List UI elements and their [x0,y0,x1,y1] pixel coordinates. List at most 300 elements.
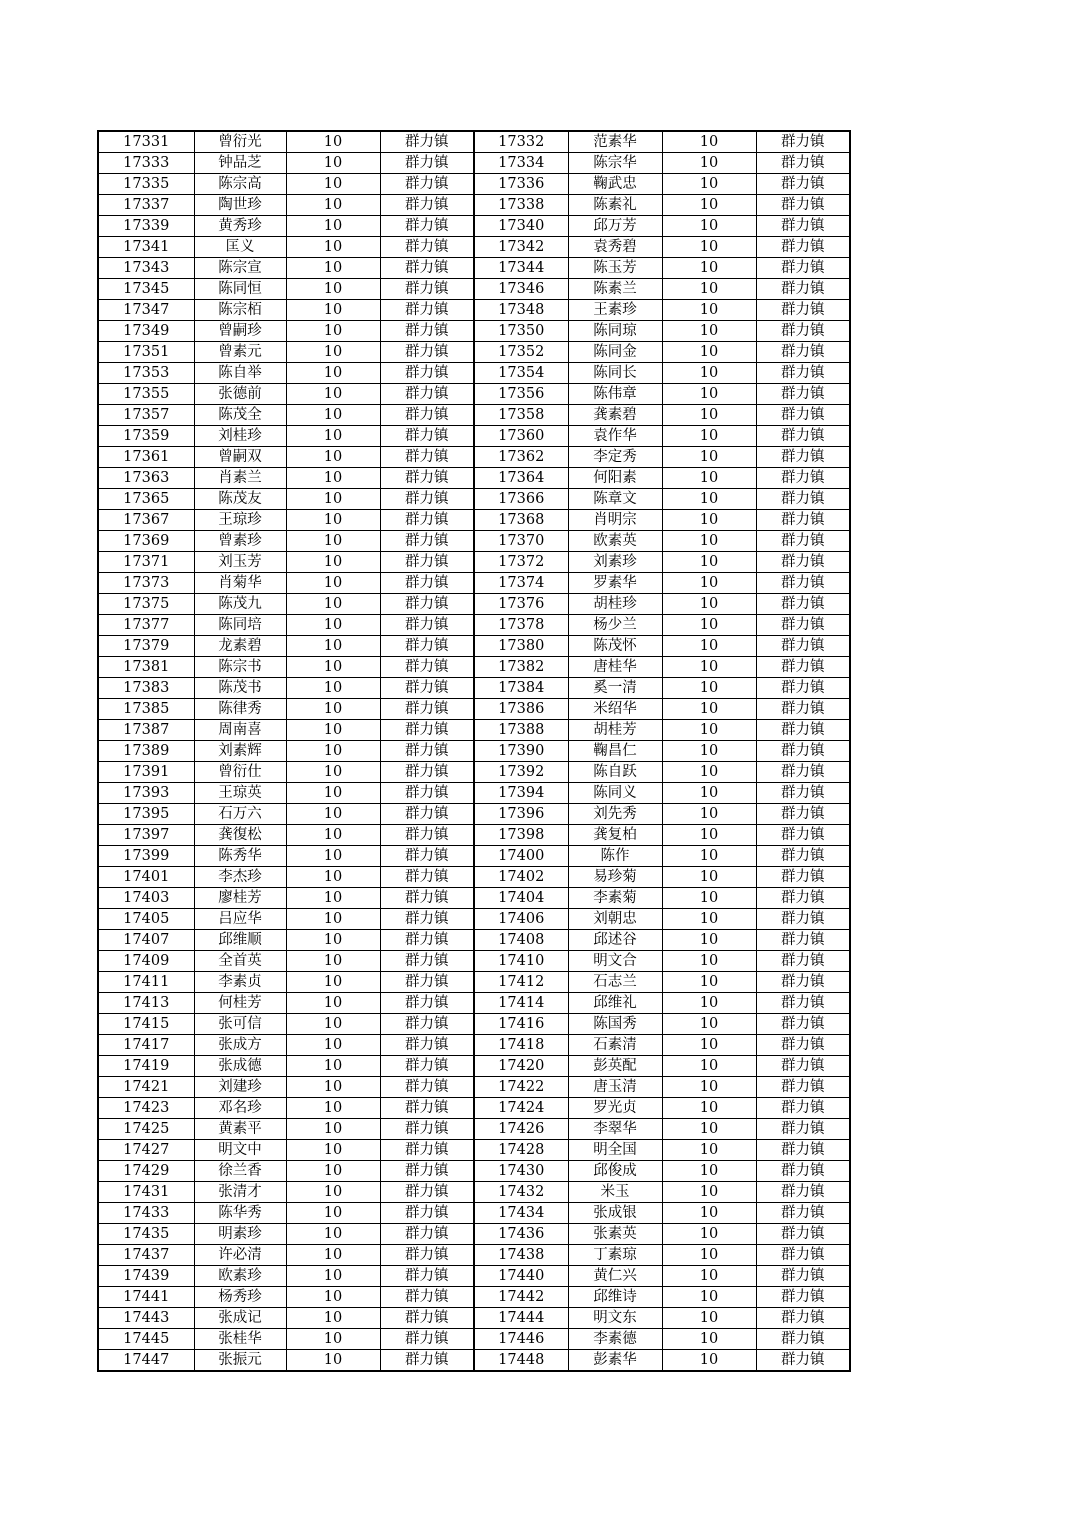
left-record-id-cell: 17373 [98,573,194,594]
left-record-name-cell: 李素贞 [194,972,286,993]
left-record-id-cell: 17407 [98,930,194,951]
left-record-town-cell: 群力镇 [380,153,474,174]
right-record-name-cell: 胡桂芳 [568,720,662,741]
right-record-amount-cell: 10 [662,1245,756,1266]
right-record-id-cell: 17370 [474,531,568,552]
table-row [98,216,850,237]
left-record-name-cell: 龚復松 [194,825,286,846]
right-record-id-cell: 17416 [474,1014,568,1035]
right-record-name-cell: 张成银 [568,1203,662,1224]
left-record-name-cell: 李杰珍 [194,867,286,888]
right-record-town-cell: 群力镇 [756,1224,850,1245]
right-record-id-cell: 17386 [474,699,568,720]
left-record-amount-cell: 10 [286,1266,380,1287]
left-record-id-cell: 17401 [98,867,194,888]
left-record-amount-cell: 10 [286,867,380,888]
left-record-amount-cell: 10 [286,237,380,258]
left-record-name-cell: 张成方 [194,1035,286,1056]
right-record-town-cell: 群力镇 [756,1077,850,1098]
table-row [98,825,850,846]
left-record-id-cell: 17363 [98,468,194,489]
right-record-amount-cell: 10 [662,1224,756,1245]
left-record-name-cell: 明素珍 [194,1224,286,1245]
left-record-amount-cell: 10 [286,510,380,531]
right-record-town-cell: 群力镇 [756,279,850,300]
right-record-name-cell: 邱述谷 [568,930,662,951]
left-record-id-cell: 17379 [98,636,194,657]
right-record-amount-cell: 10 [662,1329,756,1350]
right-record-town-cell: 群力镇 [756,804,850,825]
left-record-town-cell: 群力镇 [380,1077,474,1098]
left-record-id-cell: 17409 [98,951,194,972]
left-record-town-cell: 群力镇 [380,678,474,699]
left-record-amount-cell: 10 [286,804,380,825]
left-record-amount-cell: 10 [286,447,380,468]
left-record-town-cell: 群力镇 [380,1308,474,1329]
right-record-amount-cell: 10 [662,405,756,426]
table-row [98,636,850,657]
right-record-id-cell: 17414 [474,993,568,1014]
right-record-name-cell: 明文合 [568,951,662,972]
right-record-amount-cell: 10 [662,615,756,636]
table-row [98,131,850,153]
table-row [98,993,850,1014]
left-record-amount-cell: 10 [286,615,380,636]
left-record-name-cell: 龙素碧 [194,636,286,657]
left-record-town-cell: 群力镇 [380,1035,474,1056]
right-record-id-cell: 17384 [474,678,568,699]
table-row [98,1077,850,1098]
left-record-id-cell: 17367 [98,510,194,531]
right-record-amount-cell: 10 [662,300,756,321]
left-record-id-cell: 17343 [98,258,194,279]
left-record-amount-cell: 10 [286,153,380,174]
right-record-name-cell: 袁秀碧 [568,237,662,258]
table-row [98,678,850,699]
right-record-amount-cell: 10 [662,279,756,300]
left-record-amount-cell: 10 [286,678,380,699]
right-record-name-cell: 明全国 [568,1140,662,1161]
left-record-town-cell: 群力镇 [380,1350,474,1372]
left-record-name-cell: 肖菊华 [194,573,286,594]
right-record-id-cell: 17382 [474,657,568,678]
table-row [98,615,850,636]
left-record-amount-cell: 10 [286,783,380,804]
left-record-id-cell: 17425 [98,1119,194,1140]
right-record-name-cell: 彭素华 [568,1350,662,1372]
left-record-id-cell: 17387 [98,720,194,741]
left-record-amount-cell: 10 [286,1035,380,1056]
left-record-name-cell: 刘建珍 [194,1077,286,1098]
left-record-id-cell: 17415 [98,1014,194,1035]
left-record-id-cell: 17393 [98,783,194,804]
right-record-name-cell: 罗光贞 [568,1098,662,1119]
right-record-town-cell: 群力镇 [756,594,850,615]
left-record-town-cell: 群力镇 [380,321,474,342]
left-record-name-cell: 石万六 [194,804,286,825]
left-record-id-cell: 17339 [98,216,194,237]
left-record-town-cell: 群力镇 [380,909,474,930]
right-record-amount-cell: 10 [662,678,756,699]
right-record-amount-cell: 10 [662,552,756,573]
right-record-name-cell: 刘先秀 [568,804,662,825]
left-record-amount-cell: 10 [286,1308,380,1329]
left-record-name-cell: 邓名珍 [194,1098,286,1119]
right-record-id-cell: 17444 [474,1308,568,1329]
right-record-id-cell: 17334 [474,153,568,174]
right-record-name-cell: 龚素碧 [568,405,662,426]
right-record-amount-cell: 10 [662,489,756,510]
right-record-name-cell: 陈同金 [568,342,662,363]
right-record-amount-cell: 10 [662,468,756,489]
right-record-amount-cell: 10 [662,804,756,825]
table-row [98,1056,850,1077]
left-record-town-cell: 群力镇 [380,342,474,363]
left-record-town-cell: 群力镇 [380,510,474,531]
left-record-id-cell: 17445 [98,1329,194,1350]
right-record-name-cell: 奚一清 [568,678,662,699]
right-record-name-cell: 邱维礼 [568,993,662,1014]
right-record-amount-cell: 10 [662,1140,756,1161]
left-record-name-cell: 陶世珍 [194,195,286,216]
left-record-town-cell: 群力镇 [380,489,474,510]
right-record-id-cell: 17352 [474,342,568,363]
table-row [98,279,850,300]
left-record-town-cell: 群力镇 [380,951,474,972]
right-record-amount-cell: 10 [662,1308,756,1329]
left-record-town-cell: 群力镇 [380,741,474,762]
left-record-amount-cell: 10 [286,573,380,594]
left-record-id-cell: 17431 [98,1182,194,1203]
left-record-id-cell: 17443 [98,1308,194,1329]
left-record-name-cell: 杨秀珍 [194,1287,286,1308]
table-row [98,1098,850,1119]
right-record-id-cell: 17408 [474,930,568,951]
left-record-amount-cell: 10 [286,657,380,678]
right-record-id-cell: 17348 [474,300,568,321]
right-record-town-cell: 群力镇 [756,1350,850,1372]
left-record-town-cell: 群力镇 [380,972,474,993]
table-row [98,153,850,174]
right-record-id-cell: 17404 [474,888,568,909]
left-record-id-cell: 17335 [98,174,194,195]
left-record-town-cell: 群力镇 [380,657,474,678]
table-row [98,573,850,594]
left-record-id-cell: 17417 [98,1035,194,1056]
left-record-town-cell: 群力镇 [380,1329,474,1350]
right-record-amount-cell: 10 [662,1035,756,1056]
right-record-amount-cell: 10 [662,531,756,552]
right-record-amount-cell: 10 [662,1182,756,1203]
left-record-id-cell: 17419 [98,1056,194,1077]
right-record-id-cell: 17428 [474,1140,568,1161]
left-record-amount-cell: 10 [286,1014,380,1035]
left-record-name-cell: 陈华秀 [194,1203,286,1224]
right-record-name-cell: 李素菊 [568,888,662,909]
right-record-amount-cell: 10 [662,1266,756,1287]
table-row [98,531,850,552]
left-record-amount-cell: 10 [286,1119,380,1140]
right-record-id-cell: 17374 [474,573,568,594]
left-record-amount-cell: 10 [286,468,380,489]
right-record-name-cell: 龚复柏 [568,825,662,846]
table-row [98,1161,850,1182]
left-record-name-cell: 明文中 [194,1140,286,1161]
table-row [98,300,850,321]
table-row [98,1203,850,1224]
left-record-amount-cell: 10 [286,426,380,447]
right-record-id-cell: 17388 [474,720,568,741]
right-record-id-cell: 17446 [474,1329,568,1350]
table-row [98,909,850,930]
right-record-amount-cell: 10 [662,783,756,804]
left-record-town-cell: 群力镇 [380,468,474,489]
right-record-id-cell: 17448 [474,1350,568,1372]
right-record-id-cell: 17442 [474,1287,568,1308]
right-record-id-cell: 17372 [474,552,568,573]
right-record-town-cell: 群力镇 [756,489,850,510]
right-record-amount-cell: 10 [662,1056,756,1077]
left-record-name-cell: 钟品芝 [194,153,286,174]
right-record-id-cell: 17434 [474,1203,568,1224]
right-record-name-cell: 刘素珍 [568,552,662,573]
right-record-id-cell: 17350 [474,321,568,342]
right-record-town-cell: 群力镇 [756,447,850,468]
left-record-town-cell: 群力镇 [380,237,474,258]
right-record-name-cell: 陈素兰 [568,279,662,300]
left-record-amount-cell: 10 [286,552,380,573]
left-record-id-cell: 17341 [98,237,194,258]
right-record-id-cell: 17432 [474,1182,568,1203]
right-record-id-cell: 17398 [474,825,568,846]
left-record-id-cell: 17355 [98,384,194,405]
table-row [98,1224,850,1245]
left-record-amount-cell: 10 [286,1203,380,1224]
table-row [98,867,850,888]
left-record-name-cell: 曾素珍 [194,531,286,552]
left-record-town-cell: 群力镇 [380,594,474,615]
left-record-town-cell: 群力镇 [380,1098,474,1119]
left-record-name-cell: 曾素元 [194,342,286,363]
right-record-amount-cell: 10 [662,636,756,657]
left-record-name-cell: 何桂芳 [194,993,286,1014]
right-record-id-cell: 17338 [474,195,568,216]
roster-table-body [98,131,850,1371]
right-record-id-cell: 17332 [474,131,568,153]
left-record-name-cell: 全首英 [194,951,286,972]
right-record-town-cell: 群力镇 [756,636,850,657]
left-record-town-cell: 群力镇 [380,174,474,195]
left-record-town-cell: 群力镇 [380,531,474,552]
right-record-id-cell: 17346 [474,279,568,300]
right-record-town-cell: 群力镇 [756,342,850,363]
left-record-id-cell: 17351 [98,342,194,363]
right-record-id-cell: 17342 [474,237,568,258]
left-record-name-cell: 陈宗书 [194,657,286,678]
left-record-amount-cell: 10 [286,1161,380,1182]
left-record-name-cell: 张桂华 [194,1329,286,1350]
left-record-town-cell: 群力镇 [380,1266,474,1287]
left-record-id-cell: 17385 [98,699,194,720]
right-record-name-cell: 石素清 [568,1035,662,1056]
right-record-town-cell: 群力镇 [756,216,850,237]
right-record-name-cell: 杨少兰 [568,615,662,636]
right-record-town-cell: 群力镇 [756,678,850,699]
table-row [98,594,850,615]
right-record-amount-cell: 10 [662,951,756,972]
right-record-town-cell: 群力镇 [756,1140,850,1161]
right-record-town-cell: 群力镇 [756,951,850,972]
left-record-id-cell: 17427 [98,1140,194,1161]
right-record-town-cell: 群力镇 [756,1203,850,1224]
left-record-amount-cell: 10 [286,1224,380,1245]
right-record-id-cell: 17362 [474,447,568,468]
table-row [98,1329,850,1350]
right-record-name-cell: 鞠武忠 [568,174,662,195]
table-row [98,762,850,783]
left-record-name-cell: 陈律秀 [194,699,286,720]
left-record-id-cell: 17345 [98,279,194,300]
right-record-town-cell: 群力镇 [756,153,850,174]
right-record-town-cell: 群力镇 [756,615,850,636]
table-row [98,1140,850,1161]
left-record-amount-cell: 10 [286,846,380,867]
right-record-town-cell: 群力镇 [756,720,850,741]
left-record-id-cell: 17333 [98,153,194,174]
left-record-name-cell: 廖桂芳 [194,888,286,909]
table-row [98,741,850,762]
right-record-amount-cell: 10 [662,1287,756,1308]
left-record-name-cell: 陈茂全 [194,405,286,426]
left-record-town-cell: 群力镇 [380,300,474,321]
right-record-id-cell: 17344 [474,258,568,279]
table-row [98,258,850,279]
left-record-town-cell: 群力镇 [380,195,474,216]
right-record-town-cell: 群力镇 [756,300,850,321]
left-record-town-cell: 群力镇 [380,993,474,1014]
left-record-name-cell: 徐兰香 [194,1161,286,1182]
left-record-town-cell: 群力镇 [380,1014,474,1035]
right-record-amount-cell: 10 [662,741,756,762]
right-record-amount-cell: 10 [662,1350,756,1372]
right-record-name-cell: 欧素英 [568,531,662,552]
right-record-id-cell: 17426 [474,1119,568,1140]
right-record-amount-cell: 10 [662,1014,756,1035]
left-record-amount-cell: 10 [286,930,380,951]
left-record-town-cell: 群力镇 [380,447,474,468]
table-row [98,1308,850,1329]
right-record-id-cell: 17364 [474,468,568,489]
right-record-town-cell: 群力镇 [756,1266,850,1287]
left-record-name-cell: 肖素兰 [194,468,286,489]
left-record-name-cell: 黄素平 [194,1119,286,1140]
left-record-amount-cell: 10 [286,741,380,762]
right-record-amount-cell: 10 [662,657,756,678]
left-record-amount-cell: 10 [286,1287,380,1308]
left-record-town-cell: 群力镇 [380,363,474,384]
right-record-id-cell: 17336 [474,174,568,195]
table-row [98,321,850,342]
left-record-amount-cell: 10 [286,279,380,300]
table-row [98,195,850,216]
left-record-town-cell: 群力镇 [380,131,474,153]
left-record-amount-cell: 10 [286,1245,380,1266]
right-record-town-cell: 群力镇 [756,1035,850,1056]
right-record-id-cell: 17436 [474,1224,568,1245]
roster-table [97,130,851,1372]
left-record-town-cell: 群力镇 [380,405,474,426]
left-record-town-cell: 群力镇 [380,552,474,573]
right-record-town-cell: 群力镇 [756,468,850,489]
table-row [98,1266,850,1287]
right-record-id-cell: 17438 [474,1245,568,1266]
right-record-name-cell: 邱俊成 [568,1161,662,1182]
right-record-town-cell: 群力镇 [756,699,850,720]
table-row [98,804,850,825]
right-record-name-cell: 王素珍 [568,300,662,321]
left-record-name-cell: 曾嗣珍 [194,321,286,342]
right-record-id-cell: 17440 [474,1266,568,1287]
left-record-amount-cell: 10 [286,531,380,552]
right-record-town-cell: 群力镇 [756,131,850,153]
left-record-name-cell: 周南喜 [194,720,286,741]
right-record-amount-cell: 10 [662,342,756,363]
left-record-id-cell: 17423 [98,1098,194,1119]
table-row [98,1182,850,1203]
left-record-name-cell: 张成记 [194,1308,286,1329]
right-record-name-cell: 罗素华 [568,573,662,594]
left-record-amount-cell: 10 [286,321,380,342]
right-record-town-cell: 群力镇 [756,1329,850,1350]
left-record-amount-cell: 10 [286,342,380,363]
left-record-id-cell: 17377 [98,615,194,636]
right-record-amount-cell: 10 [662,174,756,195]
left-record-id-cell: 17375 [98,594,194,615]
right-record-name-cell: 陈茂怀 [568,636,662,657]
left-record-id-cell: 17411 [98,972,194,993]
left-record-name-cell: 曾衍仕 [194,762,286,783]
right-record-name-cell: 陈素礼 [568,195,662,216]
right-record-id-cell: 17358 [474,405,568,426]
left-record-name-cell: 刘玉芳 [194,552,286,573]
left-record-name-cell: 陈茂书 [194,678,286,699]
left-record-amount-cell: 10 [286,363,380,384]
left-record-id-cell: 17403 [98,888,194,909]
right-record-amount-cell: 10 [662,846,756,867]
right-record-name-cell: 鞠昌仁 [568,741,662,762]
left-record-id-cell: 17397 [98,825,194,846]
right-record-town-cell: 群力镇 [756,1287,850,1308]
left-record-id-cell: 17441 [98,1287,194,1308]
right-record-id-cell: 17412 [474,972,568,993]
left-record-amount-cell: 10 [286,1077,380,1098]
left-record-town-cell: 群力镇 [380,384,474,405]
right-record-town-cell: 群力镇 [756,1245,850,1266]
left-record-town-cell: 群力镇 [380,1224,474,1245]
right-record-town-cell: 群力镇 [756,531,850,552]
left-record-amount-cell: 10 [286,888,380,909]
right-record-town-cell: 群力镇 [756,573,850,594]
table-row [98,426,850,447]
left-record-name-cell: 邱维顺 [194,930,286,951]
right-record-town-cell: 群力镇 [756,888,850,909]
left-record-town-cell: 群力镇 [380,867,474,888]
table-row [98,1035,850,1056]
left-record-amount-cell: 10 [286,258,380,279]
right-record-amount-cell: 10 [662,237,756,258]
right-record-id-cell: 17356 [474,384,568,405]
left-record-id-cell: 17365 [98,489,194,510]
